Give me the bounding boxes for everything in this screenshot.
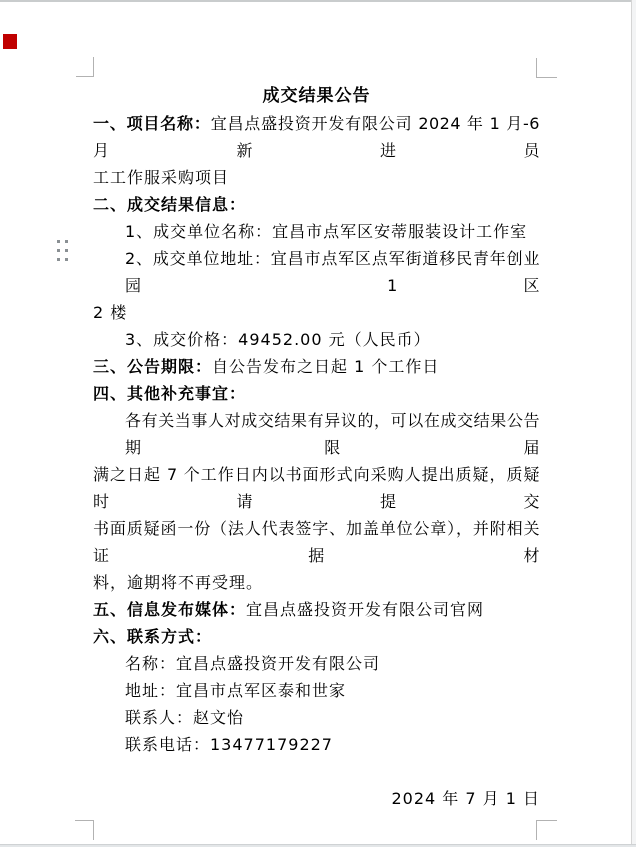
doc-line-text: 书面质疑函一份（法人代表签字、加盖单位公章），并附相关证据材 [93,519,540,565]
doc-line-text: 自公告发布之日起 1 个工作日 [212,357,440,376]
doc-line-label: 一、项目名称： [93,114,211,133]
doc-line [93,515,540,569]
doc-line [93,623,540,650]
doc-line [93,596,540,623]
margin-crop-mark-bottom-right [536,820,557,840]
doc-line [93,191,540,218]
grip-dot [65,249,68,252]
document-content [93,84,540,812]
doc-line-text: 工工作服采购项目 [93,168,230,187]
doc-line-text: 地址：宜昌市点军区泰和世家 [125,681,347,700]
doc-line [93,218,540,245]
document-body [93,110,540,758]
doc-line [93,380,540,407]
doc-line-text: 1、成交单位名称：宜昌市点军区安蒂服装设计工作室 [125,222,528,241]
doc-line [93,569,540,596]
doc-line-text: 联系人：赵文怡 [125,708,245,727]
doc-line [93,326,540,353]
grip-dot [57,258,60,261]
window-right-edge [631,0,636,847]
doc-line [93,164,540,191]
grip-dot [65,258,68,261]
margin-crop-mark-top-right [536,58,557,78]
grip-dot [57,240,60,243]
doc-line-text: 满之日起 7 个工作日内以书面形式向采购人提出质疑，质疑时请提交 [93,465,540,511]
doc-line-text: 料，逾期将不再受理。 [93,573,264,592]
doc-line-text: 联系电话：13477179227 [125,735,333,754]
doc-line [93,407,540,461]
doc-line-label: 三、公告期限： [93,357,213,376]
doc-line [93,677,540,704]
doc-line-label: 五、信息发布媒体： [93,600,247,619]
doc-line [93,650,540,677]
grip-dot [65,240,68,243]
doc-line-text: 宜昌点盛投资开发有限公司 2024 年 1 月-6 月新进员 [93,114,540,160]
doc-line [93,461,540,515]
doc-line-text: 2 楼 [93,303,128,322]
doc-line-text: 宜昌点盛投资开发有限公司官网 [246,600,485,619]
doc-line [93,353,540,380]
red-square-marker [3,34,17,49]
document-title: 成交结果公告 [262,86,371,106]
doc-line-text: 2、成交单位地址：宜昌市点军区点军街道移民青年创业园 1 区 [125,249,540,295]
margin-crop-mark-top-left [76,57,94,77]
grip-dot [57,249,60,252]
paragraph-drag-handle-icon[interactable] [57,240,68,261]
doc-line [93,245,540,299]
doc-line-label: 六、联系方式： [93,627,213,646]
margin-crop-mark-bottom-left [75,820,94,840]
doc-line [93,731,540,758]
doc-line-text: 名称：宜昌点盛投资开发有限公司 [125,654,381,673]
doc-line-text: 各有关当事人对成交结果有异议的，可以在成交结果公告期限届 [125,411,540,457]
doc-line-text: 3、成交价格：49452.00 元（人民币） [125,330,431,349]
doc-line-label: 四、其他补充事宜： [93,384,247,403]
doc-line [93,299,540,326]
document-date: 2024 年 7 月 1 日 [391,789,540,808]
doc-line [93,110,540,164]
doc-line [93,704,540,731]
doc-line-label: 二、成交结果信息： [93,195,247,214]
window-top-border [0,0,636,2]
